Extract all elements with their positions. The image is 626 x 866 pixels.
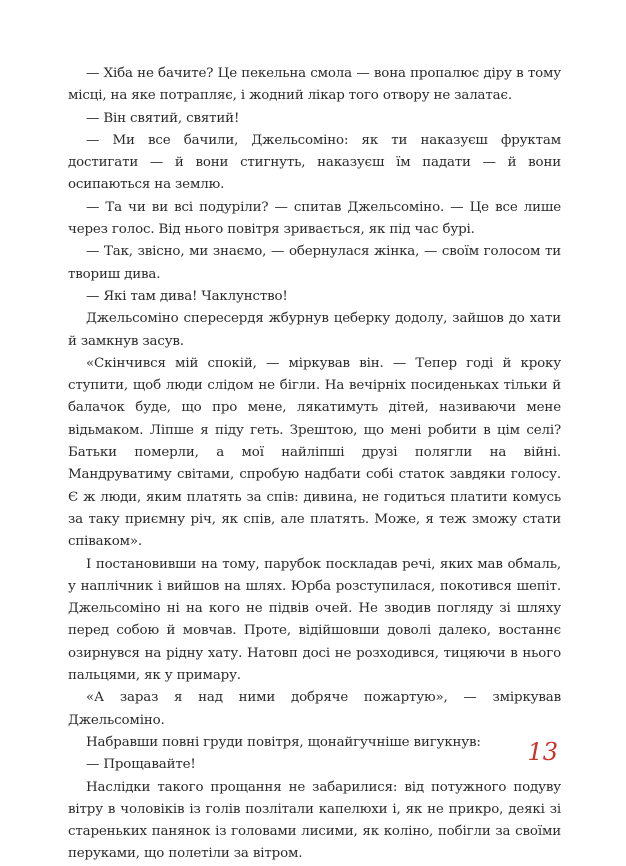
paragraph: — Прощавайте! [86,757,196,773]
paragraph: — Які там дива! Чаклунство! [86,288,288,304]
paragraph: «Скінчився мій спокій, — міркував він. — Тепер годі й кроку ступити, щоб люди слідом не бігли. На вечірніх посиденьках тільки й балачок буде, що про мене, лякатимуть дітей, називаючи мене відьмаком. Ліпше я піду геть. Зрештою, що мені робити в цім селі? Батьки померли, а мої найліпші друзі полягли на війні. Мандруватиму світами, спробую надбати собі статок завдяки голосу. Є ж люди, яким платять за спів: дивина, не годиться платити комусь за таку приємну річ, як спів, але платять. Може, я теж зможу стати співаком». [68,355,561,550]
paragraph: Наслідки такого прощання не забарилися: від потужного подуву вітру в чоловіків із голів позлітали капелюхи і, як не прикро, деякі зі стареньких панянок із головами лисими, як коліно, побігли за своїми перуками, що полетіли за вітром. [68,779,561,862]
paragraph: — Та чи ви всі подуріли? — спитав Джельсоміно. — Це все лише через голос. Від нього повітря зривається, як під час бурі. [68,199,561,238]
page-body [68,63,561,866]
paragraph: — Хіба не бачите? Це пекельна смола — вона пропалює діру в тому місці, на яке потрапляє, і жодний лікар того отвору не залатає. [68,66,561,104]
paragraph: «А зараз я над ними добряче пожартую», — зміркував Джельсоміно. [68,690,561,728]
paragraph: — Ми все бачили, Джельсоміно: як ти наказуєш фруктам достигати — й вони стигнуть, наказуєш їм падати — й вони осипаються на землю. [68,132,561,193]
page-number: 13 [527,738,558,766]
paragraph: І постановивши на тому, парубок поскладав речі, яких мав обмаль, у наплічник і вийшов на шлях. Юрба розступилася, покотився шепіт. Джельсоміно ні на кого не підвів очей. Не зводив погляду зі шляху перед собою й мовчав. Проте, відійшовши доволі далеко, востаннє озирнувся на рідну хату. Натовп досі не розходився, тицяючи в нього пальцями, як у примару. [68,556,561,684]
paragraph: — Він святий, святий! [86,110,240,126]
paragraph: Набравши повні груди повітря, щонайгучніше вигукнув: [86,734,481,750]
paragraph: Джельсоміно спересердя жбурнув цеберку додолу, зайшов до хати й замкнув засув. [68,311,561,349]
paragraph: — Так, звісно, ми знаємо, — обернулася жінка, — своїм голосом ти твориш дива. [68,244,561,282]
